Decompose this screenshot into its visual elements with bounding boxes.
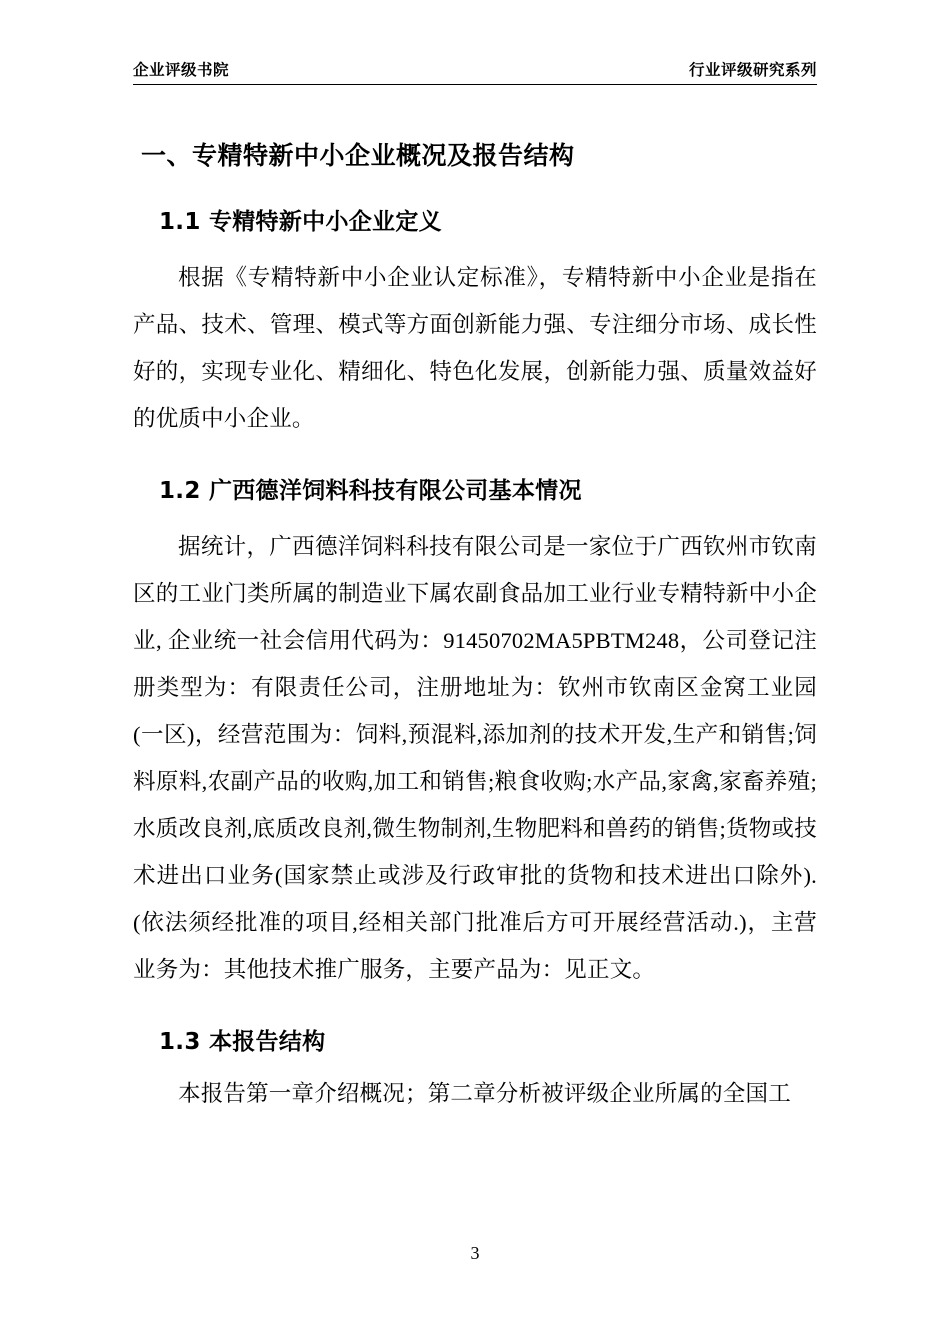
paragraph-1-3: 本报告第一章介绍概况；第二章分析被评级企业所属的全国工 [178, 1080, 791, 1106]
subsection-heading-1-2: 1.2 广西德洋饲料科技有限公司基本情况 [159, 477, 582, 504]
running-header-right: 行业评级研究系列 [688, 61, 817, 79]
paragraph-1-2: 据统计，广西德洋饲料科技有限公司是一家位于广西钦州市钦南区的工业门类所属的制造业下属农副食品加工业行业专精特新中小企业, 企业统一社会信用代码为：91450702MA5PBTM248，公司登记注册类型为：有限责任公司，注册地址为：钦州市钦南区金窝工业园(一区)，经营范围为：饲料,预混料,添加剂的技术开发,生产和销售;饲料原料,农副产品的收购,加工和销售;粮食收购;水产品,家禽,家畜养殖;水质改良剂,底质改良剂,微生物制剂,生物肥料和兽药的销售;货物或技术进出口业务(国家禁止或涉及行政审批的货物和技术进出口除外).(依法须经批准的项目,经相关部门批准后方可开展经营活动.)，主营业务为：其他技术推广服务，主要产品为：见正文。 [133, 533, 817, 982]
subsection-heading-1-1: 1.1 专精特新中小企业定义 [159, 208, 442, 235]
page-content [133, 58, 817, 1117]
running-header-left: 企业评级书院 [133, 61, 230, 79]
running-header [133, 58, 817, 85]
subsection-heading-1-3: 1.3 本报告结构 [159, 1028, 326, 1055]
paragraph-1-1: 根据《专精特新中小企业认定标准》，专精特新中小企业是指在产品、技术、管理、模式等方面创新能力强、专注细分市场、成长性好的，实现专业化、精细化、特色化发展，创新能力强、质量效益好的优质中小企业。 [133, 264, 817, 431]
page-number: 3 [470, 1243, 480, 1263]
section-heading-1: 一、专精特新中小企业概况及报告结构 [141, 141, 575, 170]
